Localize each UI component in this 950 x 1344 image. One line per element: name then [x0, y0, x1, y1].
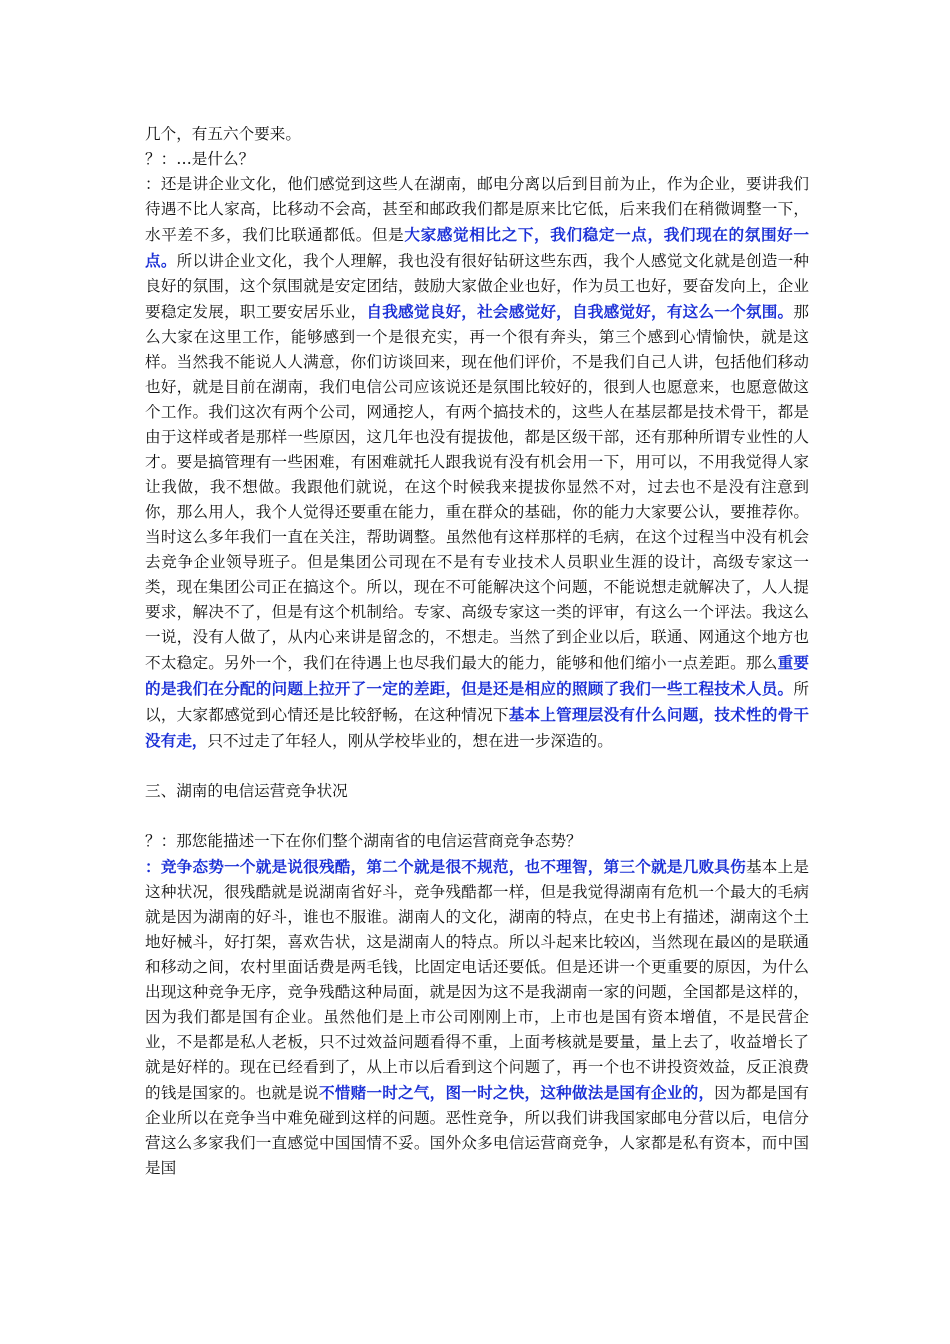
text-run: 几个，有五六个要来。 — [145, 125, 301, 143]
paragraph-answer-enterprise-culture — [145, 172, 809, 754]
paragraph-question-1 — [145, 147, 809, 172]
text-run: 只不过走了年轻人，刚从学校毕业的，想在进一步深造的。 — [207, 732, 613, 750]
text-run: 因为都是国有企业所以在竞争当中难免碰到这样的问题。恶性竞争，所以我们讲我国家邮电分营以后，电信分营这么多家我们一直感觉中国国情不妥。国外众多电信运营商竞争，人家都是私有资本，而中国是国 — [145, 1084, 809, 1177]
emphasis-text: ：竞争态势一个就是说很残酷，第二个就是很不规范，也不理智，第三个就是几败具伤 — [145, 857, 746, 876]
text-run: 所以，大家都感觉到心情还是比较舒畅，在这种情况下 — [145, 680, 809, 724]
text-run: ？：那您能描述一下在你们整个湖南省的电信运营商竞争态势？ — [145, 832, 582, 850]
paragraph-intro-fragment — [145, 122, 809, 147]
emphasis-text: 不惜赌一时之气，图一时之快，这种做法是国有企业的， — [318, 1083, 715, 1102]
text-run: 基本上是这种状况，很残酷就是说湖南省好斗，竞争残酷都一样，但是我觉得湖南有危机一个最大的毛病就是因为湖南的好斗，谁也不服谁。湖南人的文化，湖南的特点，在史书上有描述，湖南这个土地好械斗，好打架，喜欢告状，这是湖南人的特点。所以斗起来比较凶，当然现在最凶的是联通和移动之间，农村里面话费是两毛钱，比固定电话还要低。但是还讲一个更重要的原因，为什么出现这种竞争无序，竞争残酷这种局面，就是因为这不是我湖南一家的问题，全国都是这样的，因为我们都是国有企业。虽然他们是上市公司刚刚上市，上市也是国有资本增值，不是民营企业，不是都是私人老板，只不过效益问题看得不重，上面考核就是要量，量上去了，收益增长了就是好样的。现在已经看到了，从上市以后看到这个问题了，再一个也不讲投资效益，反正浪费的钱是国家的。也就是说 — [145, 858, 809, 1102]
text-run: ？：…是什么？ — [145, 150, 255, 168]
document-page — [145, 122, 809, 1181]
paragraph-question-2 — [145, 829, 809, 854]
text-run: ：还是讲企业文化，他们感觉到这些人在湖南，邮电分离以后到目前为止，作为企业，要讲我们待遇不比人家高，比移动不会高，甚至和邮政我们都是原来比它低，后来我们在稍微调整一下，水平差不多，我们比联通都低。但是 — [145, 175, 809, 244]
emphasis-text: 重要的是我们在分配的问题上拉开了一定的差距，但是还是相应的照顾了我们一些工程技术人员。 — [145, 653, 809, 698]
emphasis-text: 自我感觉良好，社会感觉好，自我感觉好，有这么一个氛围。 — [366, 302, 794, 321]
text-run: 那么大家在这里工作，能够感到一个是很充实，再一个很有奔头，第三个感到心情愉快，就是这样。当然我不能说人人满意，你们访谈回来，现在他们评价，不是我们自己人讲，包括他们移动也好，就是目前在湖南，我们电信公司应该说还是氛围比较好的，很到人也愿意来，也愿意做这个工作。我们这次有两个公司，网通挖人，有两个搞技术的，这些人在基层都是技术骨干，都是由于这样或者是那样一些原因，这几年也没有提拔他，都是区级干部，还有那种所谓专业性的人才。要是搞管理有一些困难，有困难就托人跟我说有没有机会用一下，用可以，不用我觉得人家让我做，我不想做。我跟他们就说，在这个时候我来提拔你显然不对，过去也不是没有注意到你，那么用人，我个人觉得还要重在能力，重在群众的基础，你的能力大家要公认，要推荐你。当时这么多年我们一直在关注，帮助调整。虽然他有这样那样的毛病，在这个过程当中没有机会去竞争企业领导班子。但是集团公司现在不是有专业技术人员职业生涯的设计，高级专家这一类，现在集团公司正在搞这个。所以，现在不可能解决这个问题，不能说想走就解决了，人人提要求，解决不了，但是有这个机制给。专家、高级专家这一类的评审，有这么一个评法。我这么一说，没有人做了，从内心来讲是留念的，不想走。当然了到企业以后，联通、网通这个地方也不太稳定。另外一个，我们在待遇上也尽我们最大的能力，能够和他们缩小一点差距。那么 — [145, 303, 809, 672]
blank-line — [145, 804, 809, 829]
emphasis-text: 基本上管理层没有什么问题，技术性的骨干没有走， — [145, 705, 809, 750]
paragraph-answer-competition — [145, 854, 809, 1181]
blank-line — [145, 754, 809, 779]
text-run: 所以讲企业文化，我个人理解，我也没有很好钻研这些东西，我个人感觉文化就是创造一种良好的氛围，这个氛围就是安定团结，鼓励大家做企业也好，作为员工也好，要奋发向上，企业要稳定发展，职工要安居乐业， — [145, 252, 809, 321]
emphasis-text: 大家感觉相比之下，我们稳定一点，我们现在的氛围好一点。 — [145, 225, 809, 270]
section-heading — [145, 779, 809, 804]
text-run: 三、湖南的电信运营竞争状况 — [145, 782, 348, 800]
